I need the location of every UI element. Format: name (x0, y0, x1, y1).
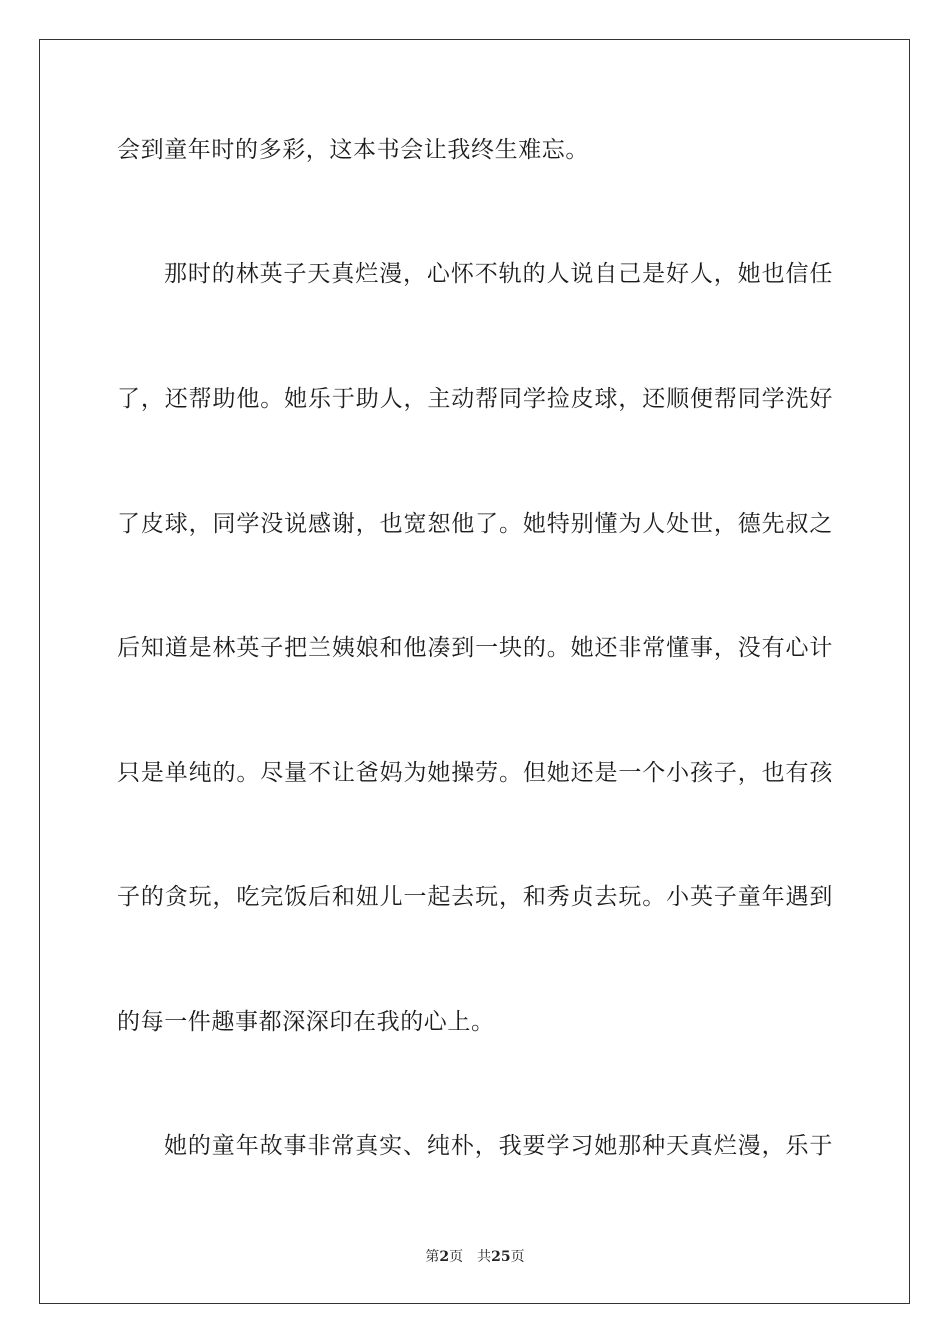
page-border (39, 39, 910, 1304)
text-line-8: 的每一件趣事都深深印在我的心上。 (117, 1009, 495, 1035)
total-prefix: 共 (477, 1249, 492, 1265)
total-pages: 25 (491, 1249, 511, 1265)
total-suffix: 页 (510, 1249, 525, 1265)
text-line-5: 后知道是林英子把兰姨娘和他凑到一块的。她还非常懂事，没有心计 (117, 635, 833, 661)
text-line-6: 只是单纯的。尽量不让爸妈为她操劳。但她还是一个小孩子，也有孩 (117, 760, 833, 786)
text-line-2: 那时的林英子天真烂漫，心怀不轨的人说自己是好人，她也信任 (164, 261, 833, 287)
text-line-7: 子的贪玩，吃完饭后和妞儿一起去玩，和秀贞去玩。小英子童年遇到 (117, 884, 833, 910)
page-suffix: 页 (449, 1249, 464, 1265)
text-line-3: 了，还帮助他。她乐于助人，主动帮同学捡皮球，还顺便帮同学洗好 (117, 386, 833, 412)
text-line-4: 了皮球，同学没说感谢，也宽恕他了。她特别懂为人处世，德先叔之 (117, 511, 833, 537)
page-prefix: 第 (425, 1249, 440, 1265)
text-line-1: 会到童年时的多彩，这本书会让我终生难忘。 (117, 137, 589, 163)
page-number: 2 (439, 1249, 450, 1265)
text-line-9: 她的童年故事非常真实、纯朴，我要学习她那种天真烂漫，乐于 (164, 1133, 833, 1159)
page-footer (0, 1248, 950, 1266)
